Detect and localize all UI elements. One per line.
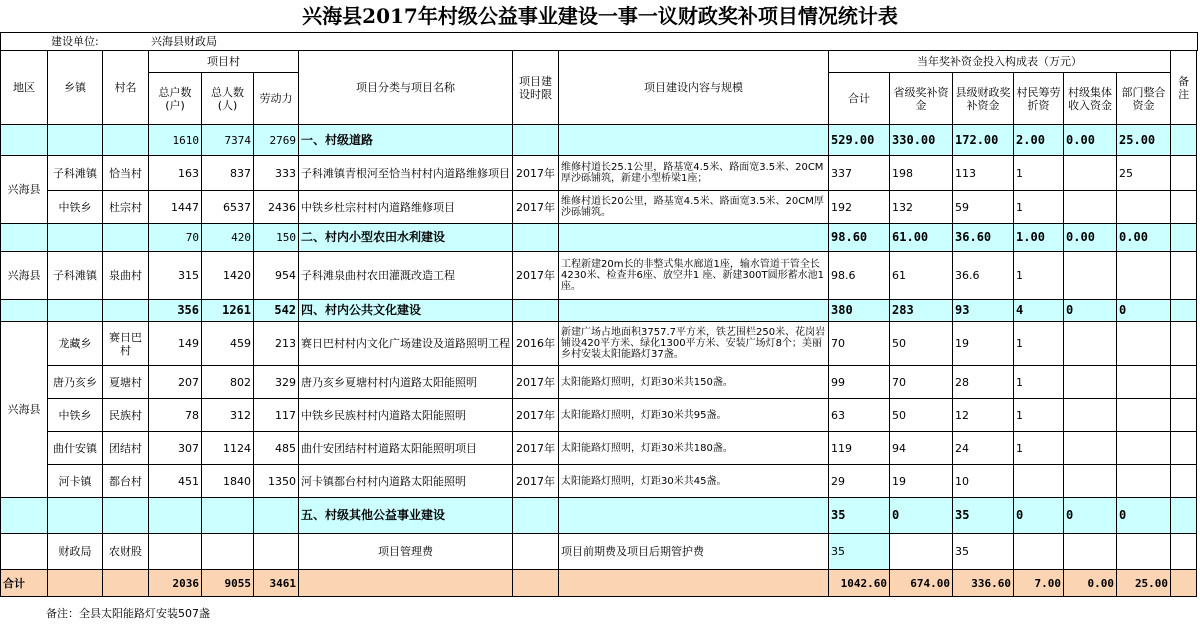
cell-project: 子科滩镇青根河至恰当村村内道路维修项目 [299, 156, 513, 191]
cell-prov: 50 [890, 399, 953, 432]
cell-content: 维修村道长25.1公里，路基宽4.5米、路面宽3.5米、20CM厚沙砾铺筑，新建小型桥梁1座； [559, 156, 829, 191]
cell-county: 113 [953, 156, 1014, 191]
cell-county: 35 [953, 498, 1014, 534]
cell-county: 24 [953, 432, 1014, 465]
cell-collective: 0.00 [1064, 224, 1117, 252]
cell-population: 1420 [202, 252, 254, 300]
cell-county: 12 [953, 399, 1014, 432]
cell-period: 2017年 [513, 156, 559, 191]
cell-prov: 61.00 [890, 224, 953, 252]
cell-project: 唐乃亥乡夏塘村村内道路太阳能照明 [299, 366, 513, 399]
cell-households: 356 [149, 300, 202, 322]
cell-population: 1124 [202, 432, 254, 465]
cell-labor: 213 [254, 322, 299, 366]
cell-villagers: 2.00 [1014, 125, 1064, 156]
cell-labor: 117 [254, 399, 299, 432]
cell-labor: 333 [254, 156, 299, 191]
cell-population: 6537 [202, 191, 254, 224]
cell-population: 802 [202, 366, 254, 399]
cell-population: 459 [202, 322, 254, 366]
cell-total: 119 [829, 432, 890, 465]
section-row [1, 125, 1197, 156]
footnote: 备注：全县太阳能路灯安装507盏 [46, 607, 210, 620]
cell-population: 837 [202, 156, 254, 191]
header-township: 乡镇 [48, 51, 103, 125]
cell-villagers: 1 [1014, 432, 1064, 465]
cell-period: 2017年 [513, 366, 559, 399]
cell-households: 207 [149, 366, 202, 399]
cell-villagers: 1 [1014, 366, 1064, 399]
cell-village: 恰当村 [103, 156, 149, 191]
cell-collective: 0.00 [1064, 125, 1117, 156]
cell-project: 项目管理费 [299, 534, 513, 570]
cell-collective [1064, 156, 1117, 191]
cell-households: 1447 [149, 191, 202, 224]
cell-villagers: 1.00 [1014, 224, 1064, 252]
header-collective: 村级集体收入资金 [1064, 73, 1117, 125]
cell-villagers: 1 [1014, 156, 1064, 191]
header-prov: 省级奖补资金 [890, 73, 953, 125]
cell-total: 192 [829, 191, 890, 224]
cell-content: 太阳能路灯照明，灯距30米共45盏。 [559, 465, 829, 498]
cell-population: 420 [202, 224, 254, 252]
cell-total: 337 [829, 156, 890, 191]
cell-dept: 25.00 [1117, 125, 1171, 156]
cell-township: 中铁乡 [48, 191, 103, 224]
cell-township: 子科滩镇 [48, 156, 103, 191]
cell-villagers: 1 [1014, 399, 1064, 432]
table-row [1, 366, 1197, 399]
cell-labor: 150 [254, 224, 299, 252]
table-row [1, 399, 1197, 432]
cell-prov: 61 [890, 252, 953, 300]
cell-village: 民族村 [103, 399, 149, 432]
cell-county: 59 [953, 191, 1014, 224]
cell-households: 307 [149, 432, 202, 465]
cell-county: 19 [953, 322, 1014, 366]
cell-population: 7374 [202, 125, 254, 156]
statistics-table [0, 50, 1197, 597]
cell-total: 35 [829, 534, 890, 570]
cell-prov: 0 [890, 498, 953, 534]
header-county: 县级财政奖补资金 [953, 73, 1014, 125]
cell-total: 35 [829, 498, 890, 534]
cell-villagers: 0 [1014, 498, 1064, 534]
cell-village: 赛日巴村 [103, 322, 149, 366]
cell-project: 河卡镇都台村村内道路太阳能照明 [299, 465, 513, 498]
cell-project: 曲什安团结村村道路太阳能照明项目 [299, 432, 513, 465]
cell-labor: 2436 [254, 191, 299, 224]
cell-households: 78 [149, 399, 202, 432]
cell-content: 太阳能路灯照明，灯距30米共180盏。 [559, 432, 829, 465]
cell-project: 赛日巴村村内文化广场建设及道路照明工程 [299, 322, 513, 366]
cell-total: 380 [829, 300, 890, 322]
unit-value: 兴海县财政局 [151, 35, 217, 48]
section-title: 一、村级道路 [299, 125, 513, 156]
cell-content: 项目前期费及项目后期管护费 [559, 534, 829, 570]
cell-prov: 70 [890, 366, 953, 399]
total-label: 合计 [1, 570, 48, 597]
cell-period: 2017年 [513, 432, 559, 465]
section-row [1, 224, 1197, 252]
cell-labor: 2769 [254, 125, 299, 156]
header-project-village: 项目村 [149, 51, 299, 73]
cell-county: 28 [953, 366, 1014, 399]
total-row [1, 570, 1197, 597]
section-row [1, 498, 1197, 534]
cell-county: 36.6 [953, 252, 1014, 300]
cell-prov: 283 [890, 300, 953, 322]
cell-village: 夏塘村 [103, 366, 149, 399]
total-county: 336.60 [953, 570, 1014, 597]
total-households: 2036 [149, 570, 202, 597]
table-row [1, 534, 1197, 570]
header-period: 项目建设时限 [513, 51, 559, 125]
section-title: 四、村内公共文化建设 [299, 300, 513, 322]
cell-dept: 0 [1117, 498, 1171, 534]
section-row [1, 300, 1197, 322]
header-dept: 部门整合资金 [1117, 73, 1171, 125]
cell-county: 36.60 [953, 224, 1014, 252]
header-households: 总户数(户) [149, 73, 202, 125]
cell-prov: 19 [890, 465, 953, 498]
cell-population: 312 [202, 399, 254, 432]
table-row [1, 252, 1197, 300]
header-region: 地区 [1, 51, 48, 125]
cell-content: 太阳能路灯照明，灯距30米共150盏。 [559, 366, 829, 399]
cell-collective: 0 [1064, 498, 1117, 534]
cell-prov: 132 [890, 191, 953, 224]
total-collective: 0.00 [1064, 570, 1117, 597]
cell-prov: 198 [890, 156, 953, 191]
cell-villagers: 4 [1014, 300, 1064, 322]
total-sum: 1042.60 [829, 570, 890, 597]
cell-period: 2017年 [513, 465, 559, 498]
table-row [1, 322, 1197, 366]
cell-population: 1840 [202, 465, 254, 498]
cell-population: 1261 [202, 300, 254, 322]
total-dept: 25.00 [1117, 570, 1171, 597]
cell-collective: 0 [1064, 300, 1117, 322]
cell-households: 451 [149, 465, 202, 498]
total-villagers: 7.00 [1014, 570, 1064, 597]
cell-county: 35 [953, 534, 1014, 570]
cell-villagers: 1 [1014, 322, 1064, 366]
total-population: 9055 [202, 570, 254, 597]
cell-township: 曲什安镇 [48, 432, 103, 465]
cell-period: 2017年 [513, 252, 559, 300]
cell-labor: 954 [254, 252, 299, 300]
page-title: 兴海县2017年村级公益事业建设一事一议财政奖补项目情况统计表 [302, 4, 898, 28]
cell-township: 中铁乡 [48, 399, 103, 432]
section-title: 五、村级其他公益事业建设 [299, 498, 513, 534]
cell-township: 河卡镇 [48, 465, 103, 498]
cell-township: 唐乃亥乡 [48, 366, 103, 399]
cell-dept: 0 [1117, 300, 1171, 322]
cell-villagers: 1 [1014, 252, 1064, 300]
cell-village: 杜宗村 [103, 191, 149, 224]
header-category: 项目分类与项目名称 [299, 51, 513, 125]
cell-prov: 330.00 [890, 125, 953, 156]
cell-content: 工程新建20m长的非整式集水廊道1座，输水管道干管全长4230米、检查井6座、放空井1 座、新建300T圆形蓄水池1座。 [559, 252, 829, 300]
cell-village: 都台村 [103, 465, 149, 498]
cell-project: 中铁乡杜宗村村内道路维修项目 [299, 191, 513, 224]
cell-county: 10 [953, 465, 1014, 498]
cell-households: 1610 [149, 125, 202, 156]
cell-village: 农财股 [103, 534, 149, 570]
cell-period: 2017年 [513, 399, 559, 432]
cell-prov: 94 [890, 432, 953, 465]
cell-county: 172.00 [953, 125, 1014, 156]
cell-households: 315 [149, 252, 202, 300]
section-title: 二、村内小型农田水利建设 [299, 224, 513, 252]
header-fund-group: 当年奖补资金投入构成表（万元） [829, 51, 1171, 73]
header-labor: 劳动力 [254, 73, 299, 125]
cell-total: 29 [829, 465, 890, 498]
cell-total: 63 [829, 399, 890, 432]
table-row [1, 191, 1197, 224]
header-content: 项目建设内容与规模 [559, 51, 829, 125]
table-row [1, 432, 1197, 465]
cell-period: 2017年 [513, 191, 559, 224]
header-village: 村名 [103, 51, 149, 125]
unit-line [0, 32, 1198, 51]
unit-label: 建设单位: [51, 35, 99, 48]
cell-region: 兴海县 [1, 252, 48, 300]
cell-period: 2016年 [513, 322, 559, 366]
cell-dept: 0.00 [1117, 224, 1171, 252]
total-prov: 674.00 [890, 570, 953, 597]
cell-labor: 542 [254, 300, 299, 322]
cell-households: 163 [149, 156, 202, 191]
cell-total: 98.6 [829, 252, 890, 300]
header-population: 总人数(人) [202, 73, 254, 125]
cell-township: 龙藏乡 [48, 322, 103, 366]
total-labor: 3461 [254, 570, 299, 597]
cell-township: 子科滩镇 [48, 252, 103, 300]
cell-total: 99 [829, 366, 890, 399]
cell-content: 维修村道长20公里，路基宽4.5米、路面宽3.5米、20CM厚沙砾铺筑。 [559, 191, 829, 224]
header-villagers: 村民筹劳折资 [1014, 73, 1064, 125]
cell-labor: 329 [254, 366, 299, 399]
table-row [1, 156, 1197, 191]
cell-total: 70 [829, 322, 890, 366]
cell-households: 70 [149, 224, 202, 252]
table-row [1, 465, 1197, 498]
cell-villagers: 1 [1014, 191, 1064, 224]
cell-project: 子科滩泉曲村农田灌溉改造工程 [299, 252, 513, 300]
cell-township: 财政局 [48, 534, 103, 570]
cell-total: 98.60 [829, 224, 890, 252]
cell-labor: 485 [254, 432, 299, 465]
cell-region: 兴海县 [1, 322, 48, 498]
cell-project: 中铁乡民族村村内道路太阳能照明 [299, 399, 513, 432]
cell-county: 93 [953, 300, 1014, 322]
cell-labor: 1350 [254, 465, 299, 498]
header-total: 合计 [829, 73, 890, 125]
cell-households: 149 [149, 322, 202, 366]
cell-village: 团结村 [103, 432, 149, 465]
cell-content: 新建广场占地面积3757.7平方米，铁艺围栏250米、花岗岩铺设420平方米、绿化1300平方米、安装广场灯8个；美丽乡村安装太阳能路灯37盏。 [559, 322, 829, 366]
cell-total: 529.00 [829, 125, 890, 156]
cell-content: 太阳能路灯照明，灯距30米共95盏。 [559, 399, 829, 432]
cell-village: 泉曲村 [103, 252, 149, 300]
cell-dept: 25 [1117, 156, 1171, 191]
cell-region: 兴海县 [1, 156, 48, 224]
header-remark: 备注 [1171, 51, 1197, 125]
cell-prov: 50 [890, 322, 953, 366]
